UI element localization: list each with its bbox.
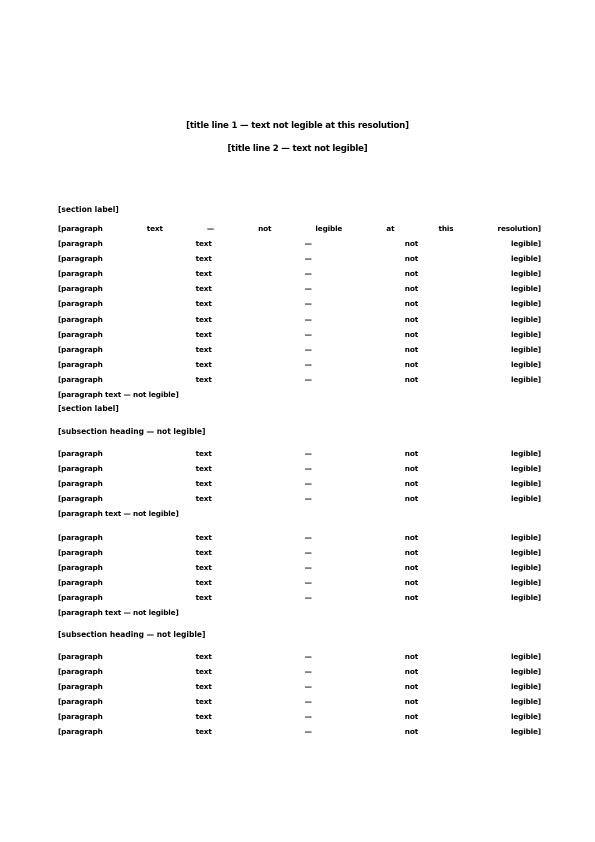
paragraph-line: [paragraph text — not legible] bbox=[58, 578, 541, 588]
paragraph-line: [paragraph text — not legible] bbox=[58, 479, 541, 489]
section-2-paragraph bbox=[58, 649, 541, 740]
paragraph-line: [paragraph text — not legible] bbox=[58, 533, 541, 542]
paragraph-line: [paragraph text — not legible] bbox=[58, 359, 541, 369]
section-1-paragraph-a bbox=[58, 446, 541, 521]
paragraph-line: [paragraph text — not legible] bbox=[58, 299, 541, 309]
paragraph-line: [paragraph text — not legible] bbox=[58, 239, 541, 249]
paragraph-line: [paragraph text — not legible at this resolution] bbox=[58, 224, 541, 233]
paragraph-line: [paragraph text — not legible] bbox=[58, 269, 541, 279]
subsection-heading-2: [subsection heading — not legible] bbox=[58, 630, 206, 639]
body-section-label: [section label] bbox=[58, 404, 119, 413]
paragraph-line: [paragraph text — not legible] bbox=[58, 593, 541, 603]
paragraph-line: [paragraph text — not legible] bbox=[58, 548, 541, 558]
paragraph-line: [paragraph text — not legible] bbox=[58, 667, 541, 677]
paragraph-line: [paragraph text — not legible] bbox=[58, 449, 541, 458]
paragraph-line: [paragraph text — not legible] bbox=[58, 314, 541, 324]
intro-section-label: [section label] bbox=[58, 205, 119, 214]
paragraph-line: [paragraph text — not legible] bbox=[58, 390, 179, 400]
paragraph-line: [paragraph text — not legible] bbox=[58, 652, 541, 661]
paragraph-line: [paragraph text — not legible] bbox=[58, 682, 541, 692]
paragraph-line: [paragraph text — not legible] bbox=[58, 464, 541, 474]
document-title-line-1: [title line 1 — text not legible at this resolution] bbox=[186, 121, 409, 131]
paragraph-line: [paragraph text — not legible] bbox=[58, 608, 179, 618]
paragraph-line: [paragraph text — not legible] bbox=[58, 509, 179, 519]
paragraph-line: [paragraph text — not legible] bbox=[58, 254, 541, 264]
paragraph-line: [paragraph text — not legible] bbox=[58, 727, 541, 737]
paragraph-line: [paragraph text — not legible] bbox=[58, 494, 541, 504]
subsection-heading-1: [subsection heading — not legible] bbox=[58, 427, 206, 436]
paragraph-line: [paragraph text — not legible] bbox=[58, 563, 541, 573]
paragraph-line: [paragraph text — not legible] bbox=[58, 284, 541, 294]
intro-paragraph bbox=[58, 221, 541, 402]
paragraph-line: [paragraph text — not legible] bbox=[58, 712, 541, 722]
paragraph-line: [paragraph text — not legible] bbox=[58, 329, 541, 339]
paragraph-line: [paragraph text — not legible] bbox=[58, 697, 541, 707]
paragraph-line: [paragraph text — not legible] bbox=[58, 344, 541, 354]
document-title-line-2: [title line 2 — text not legible] bbox=[227, 144, 368, 154]
section-1-paragraph-b bbox=[58, 530, 541, 621]
paragraph-line: [paragraph text — not legible] bbox=[58, 374, 541, 384]
